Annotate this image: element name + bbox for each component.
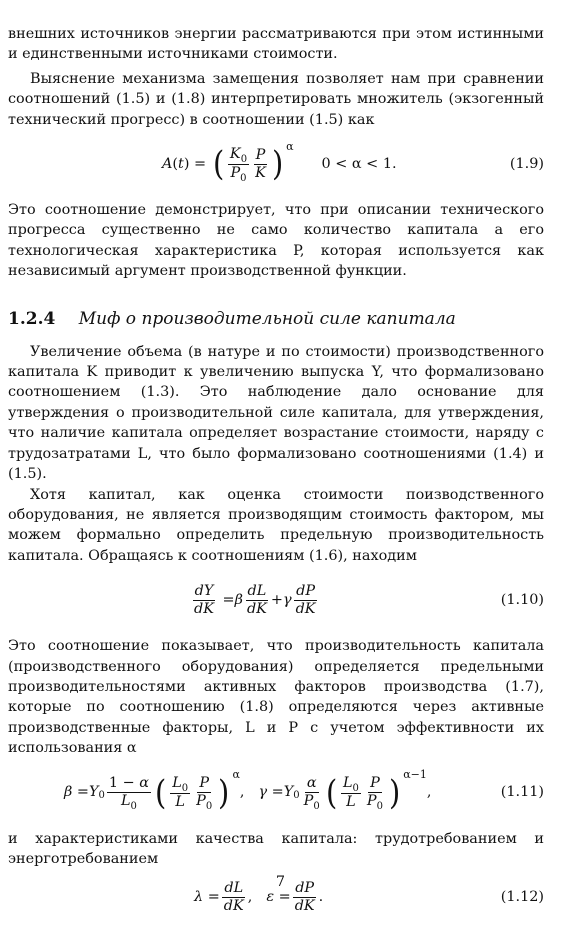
paragraph-4: Увеличение объема (в натуре и по стоимости) производственного капитала K приводит к увеличению выпуска Y, что формализовано соотношением (1.3). Это наблюдение дало основание для утверждения о производительной силе капитала, для утверждения, что наличие капитала определяет возрастание стоимости, наряду с трудозатратами L, что было формализовано соотношениями (1.4) и (1.5). xyxy=(8,343,544,483)
eq-1-11-tag: (1.11) xyxy=(500,784,544,801)
eq-1-9-tag: (1.9) xyxy=(509,155,544,172)
equation-1-10: $\frac{dY}{dK}$ = β $\frac{dL}{dK}$ + γ $\frac{dP}{dK}$ (1.10) xyxy=(8,576,544,624)
paragraph-7: и характеристиками качества капитала: трудотребованием и энерготребованием xyxy=(8,830,544,867)
eq-1-9-condition: 0 < α < 1. xyxy=(321,155,397,172)
paragraph-3: Это соотношение демонстрирует, что при описании технического прогресса существенно не само количество капитала а его технологическая характеристика P, которая используется как независимый аргумент производственной функции. xyxy=(8,202,544,280)
paragraph-5: Хотя капитал, как оценка стоимости поизводственного оборудования, не является производящим стоимость фактором, мы можем формально определить предельную производительность капитала. Обращаясь к соотношениям (1.6), находим xyxy=(8,486,544,564)
paragraph-2: Выяснение механизма замещения позволяет нам при сравнении соотношений (1.5) и (1.8) интерпретировать множитель (экзогенный технический прогресс) в соотношении (1.5) как xyxy=(8,70,544,128)
eq-1-10-tag: (1.10) xyxy=(500,591,544,608)
eq-1-11-exponent-1: α xyxy=(232,768,240,782)
eq-1-9-lhs: A(t) = xyxy=(162,155,207,172)
eq-1-12-tag: (1.12) xyxy=(500,889,544,906)
paragraph-1: внешних источников энергии рассматриваются при этом истинными и единственными источниками стоимости. xyxy=(8,26,544,63)
section-number: 1.2.4 xyxy=(8,308,56,329)
equation-1-9: A(t) = ( $\frac{K_0}{P_0}$ $\frac{P}{K}$ ) α 0 < α < 1. (1.9) xyxy=(8,140,544,188)
section-title: Миф о производительной силе капитала xyxy=(78,308,456,329)
section-heading xyxy=(8,308,544,330)
paragraph-6: Это соотношение показывает, что производительность капитала (производственного оборудования) определяется предельными производительностями активных факторов производства (1.7), которые по соотношению (1.8) определяются через активные производственные факторы, L и P с учетом эффективности их использования α xyxy=(8,638,544,757)
page-number: 7 xyxy=(275,874,286,890)
equation-1-12: λ = $\frac{dL}{dK}$ , ε = $\frac{dP}{dK}$ . (1.12) xyxy=(8,873,544,921)
eq-1-9-exponent: α xyxy=(286,139,294,153)
equation-1-11: β = Y 0 $\frac{1 - \alpha}{L_0}$ ( $\frac{L_0}{L}$ $\frac{P}{P_0}$ ) α , γ = Y 0 $\frac{\alpha}{P_0}$ ( $\frac{L_0}{L}$ $\frac{P}{P_0}$ ) α−1 , (1.11) xyxy=(8,769,544,817)
eq-1-11-exponent-2: α−1 xyxy=(403,768,427,782)
page-content xyxy=(8,24,544,933)
